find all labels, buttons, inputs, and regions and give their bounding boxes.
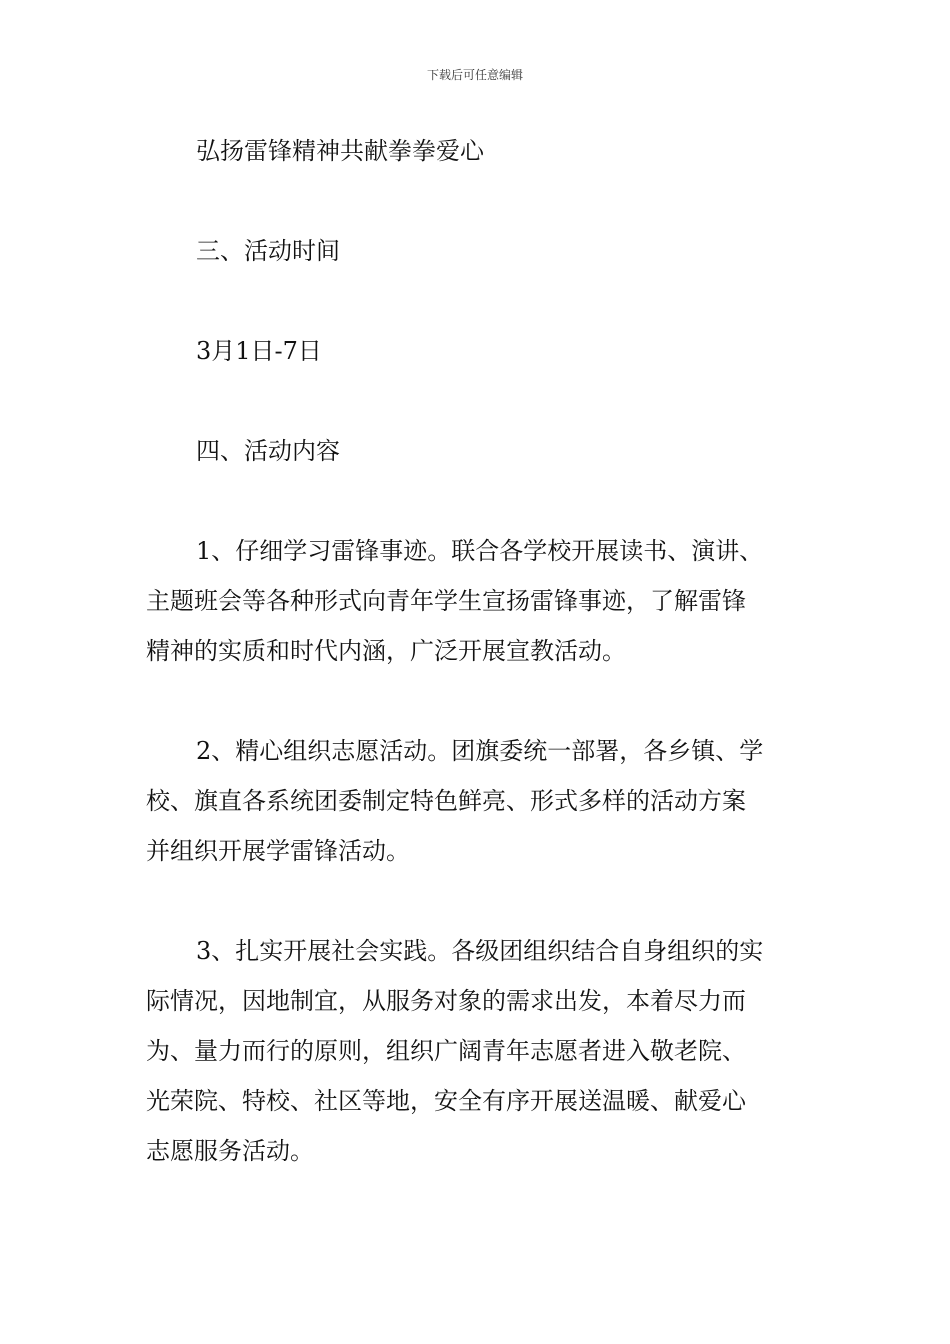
- section3-heading: 三、活动时间: [196, 237, 340, 265]
- section3-heading-paragraph: [146, 226, 806, 276]
- item1-line: 主题班会等各种形式向青年学生宣扬雷锋事迹，了解雷锋: [146, 587, 746, 615]
- section3-body: 3月1日-7日: [196, 337, 322, 365]
- item2-line: 校、旗直各系统团委制定特色鲜亮、形式多样的活动方案: [146, 787, 746, 815]
- item2-line: 并组织开展学雷锋活动。: [146, 837, 410, 865]
- section4-heading: 四、活动内容: [196, 437, 340, 465]
- item1-line: 精神的实质和时代内涵，广泛开展宣教活动。: [146, 637, 626, 665]
- item2-line: 2、精心组织志愿活动。团旗委统一部署，各乡镇、学: [196, 737, 764, 765]
- theme-paragraph: [146, 126, 806, 176]
- item1-paragraph: [146, 526, 806, 676]
- item1-line: 1、仔细学习雷锋事迹。联合各学校开展读书、演讲、: [196, 537, 764, 565]
- section4-heading-paragraph: [146, 426, 806, 476]
- document-body: [146, 126, 806, 1226]
- item3-line: 志愿服务活动。: [146, 1137, 314, 1165]
- section3-body-paragraph: [146, 326, 806, 376]
- item3-paragraph: [146, 926, 806, 1176]
- item3-line: 际情况，因地制宜，从服务对象的需求出发，本着尽力而: [146, 987, 746, 1015]
- item3-line: 为、量力而行的原则，组织广阔青年志愿者进入敬老院、: [146, 1037, 746, 1065]
- item3-line: 光荣院、特校、社区等地，安全有序开展送温暖、献爱心: [146, 1087, 746, 1115]
- item3-line: 3、扎实开展社会实践。各级团组织结合自身组织的实: [196, 937, 764, 965]
- page-header-note: 下载后可任意编辑: [426, 68, 523, 82]
- item2-paragraph: [146, 726, 806, 876]
- theme-text: 弘扬雷锋精神共献拳拳爱心: [196, 137, 484, 165]
